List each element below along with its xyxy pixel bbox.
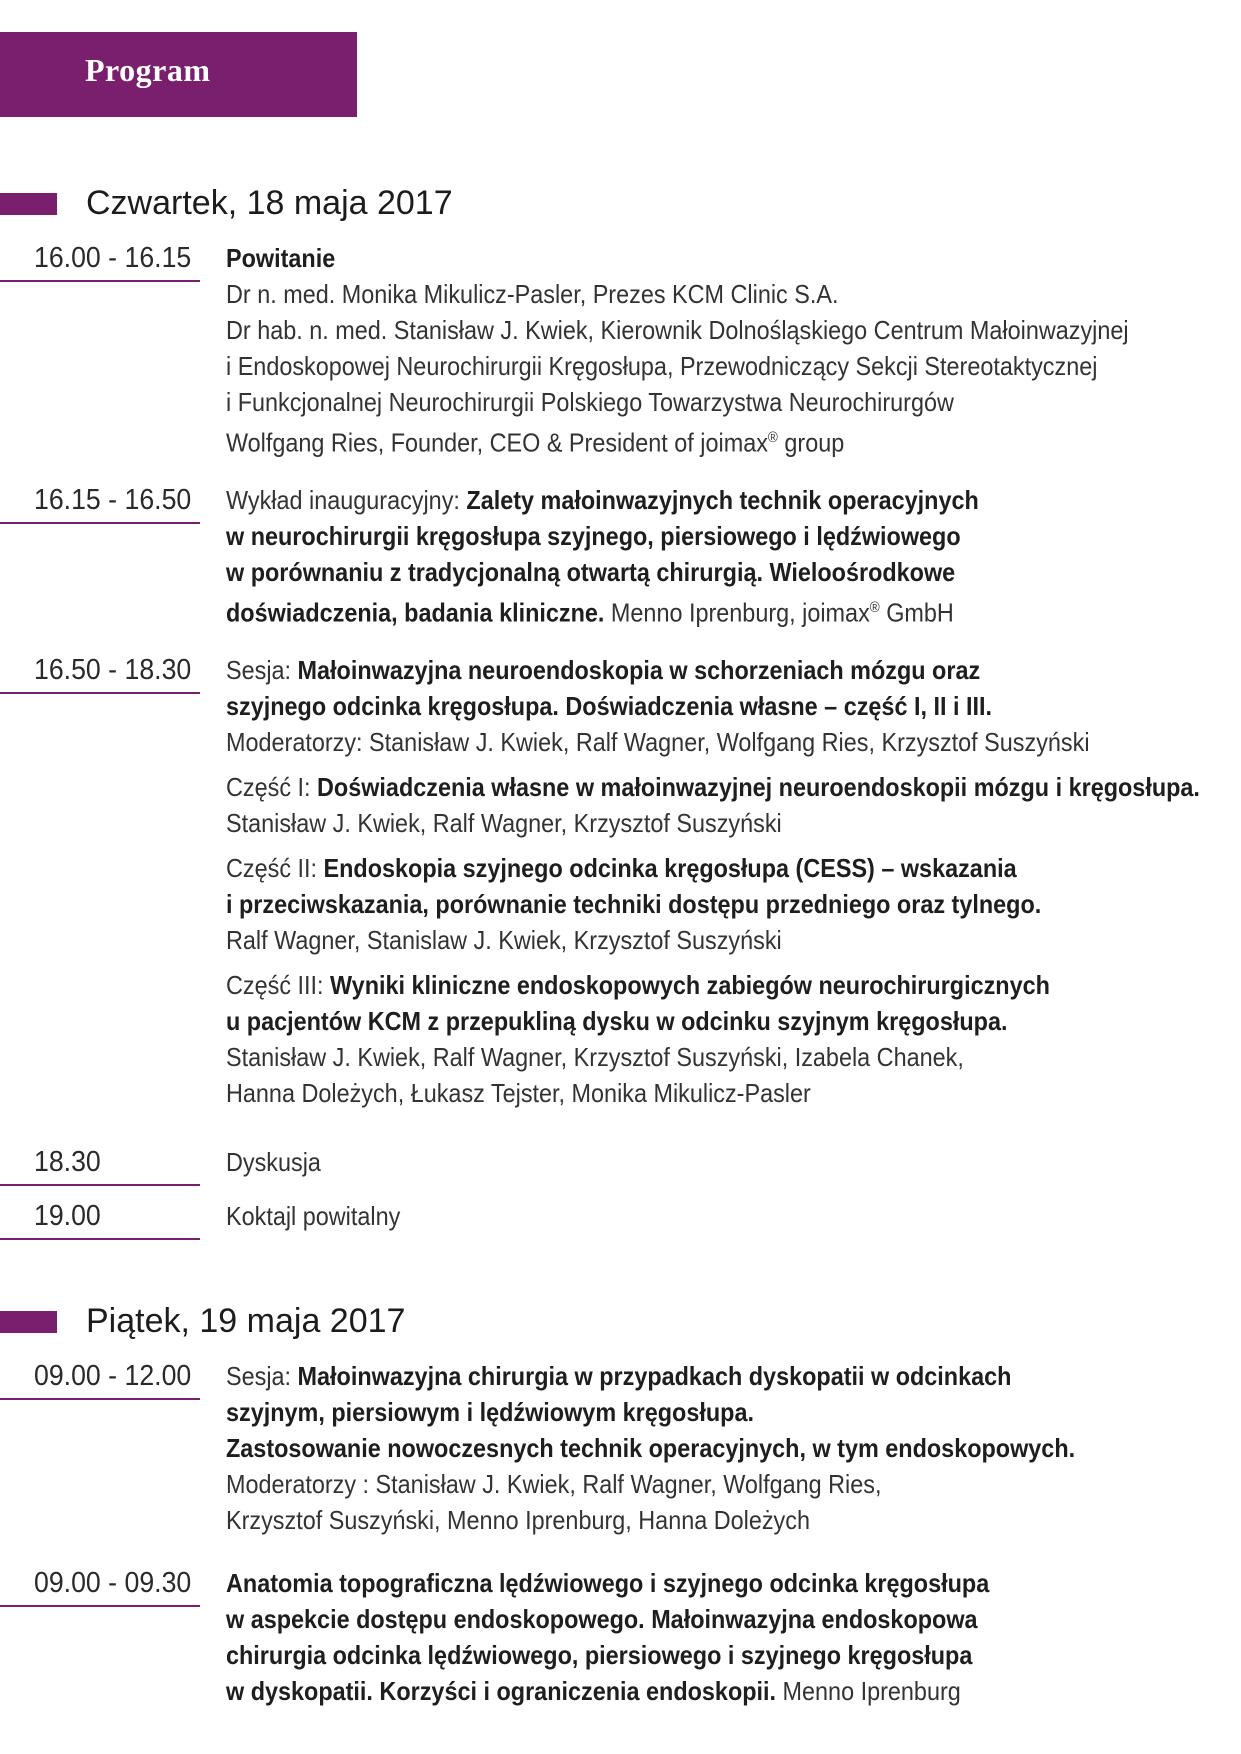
registered-mark: ® [869, 599, 880, 616]
entry-time: 19.00 [34, 1200, 101, 1232]
day-title: Piątek, 19 maja 2017 [86, 1302, 406, 1340]
entry-title: chirurgia odcinka lędźwiowego, piersiowego i szyjnego kręgosłupa [226, 1640, 973, 1670]
program-title: Program [85, 52, 211, 88]
moderators-text: Krzysztof Suszyński, Menno Iprenburg, Hanna Doleżych [226, 1505, 810, 1535]
entry-line [226, 240, 1135, 276]
entry-content [226, 482, 1236, 626]
speaker-text: group [777, 427, 845, 458]
part-title: Endoskopia szyjnego odcinka kręgosłupa (CESS) – wskazania [323, 853, 1017, 883]
entry-title: Powitanie [226, 243, 336, 273]
moderators-text: Moderatorzy : Stanisław J. Kwiek, Ralf Wagner, Wolfgang Ries, [226, 1469, 882, 1499]
entry-title: Koktajl powitalny [226, 1201, 401, 1231]
entry-line [226, 1003, 1135, 1039]
entry-line [226, 850, 1135, 886]
entry-line [226, 590, 1135, 626]
registered-mark: ® [767, 429, 778, 446]
part-title: u pacjentów KCM z przepukliną dysku w odcinku szyjnym kręgosłupa. [226, 1006, 1008, 1036]
entry-line [226, 724, 1135, 760]
day-header-thursday [0, 178, 1241, 228]
entry-line [226, 312, 1135, 348]
entry-title: w aspekcie dostępu endoskopowego. Małoinwazyjna endoskopowa [226, 1604, 978, 1634]
day-marker-bar [0, 193, 57, 215]
entry-line [226, 1502, 1135, 1538]
entry-title: Dyskusja [226, 1147, 321, 1177]
time-underline [0, 522, 200, 524]
entry-line [226, 482, 1135, 518]
entry-title: szyjnego odcinka kręgosłupa. Doświadczenia własne – część I, II i III. [226, 691, 992, 721]
time-underline [0, 1238, 200, 1240]
entry-line [226, 384, 1135, 420]
entry-label: Sesja: [226, 1361, 298, 1391]
entry-title: Zastosowanie nowoczesnych technik operacyjnych, w tym endoskopowych. [226, 1433, 1076, 1463]
time-underline [0, 1605, 200, 1607]
entry-line [226, 1430, 1135, 1466]
entry-title: Małoinwazyjna neuroendoskopia w schorzeniach mózgu oraz [297, 655, 981, 685]
part-title: i przeciwskazania, porównanie techniki dostępu przedniego oraz tylnego. [226, 889, 1042, 919]
entry-time: 18.30 [34, 1146, 101, 1178]
time-underline [0, 280, 200, 282]
entry-line [226, 1601, 1135, 1637]
entry-line [226, 769, 1200, 805]
time-underline [0, 1398, 200, 1400]
entry-line [226, 276, 1135, 312]
entry-content [226, 240, 1236, 456]
speaker-text: Dr n. med. Monika Mikulicz-Pasler, Prezes KCM Clinic S.A. [226, 279, 839, 309]
speaker-text: Menno Iprenburg [776, 1676, 961, 1706]
entry-line [226, 1198, 1135, 1234]
entry-line [226, 1673, 1135, 1709]
entry-title: Małoinwazyjna chirurgia w przypadkach dyskopatii w odcinkach [297, 1361, 1012, 1391]
entry-label: Sesja: [226, 655, 298, 685]
entry-title: Zalety małoinwazyjnych technik operacyjnych [466, 485, 979, 515]
entry-title: w porównaniu z tradycjonalną otwartą chirurgią. Wieloośrodkowe [226, 557, 956, 587]
speaker-text: Hanna Doleżych, Łukasz Tejster, Monika Mikulicz-Pasler [226, 1078, 811, 1108]
moderators-text: Moderatorzy: Stanisław J. Kwiek, Ralf Wagner, Wolfgang Ries, Krzysztof Suszyński [226, 727, 1090, 757]
time-underline [0, 692, 200, 694]
entry-time: 09.00 - 09.30 [34, 1567, 192, 1599]
entry-title: w neurochirurgii kręgosłupa szyjnego, piersiowego i lędźwiowego [226, 521, 961, 551]
day-marker-bar [0, 1311, 57, 1333]
entry-line [226, 1637, 1135, 1673]
entry-content [226, 1144, 1236, 1180]
speaker-text: i Funkcjonalnej Neurochirurgii Polskiego Towarzystwa Neurochirurgów [226, 387, 954, 417]
program-banner [0, 32, 357, 117]
part-title: Doświadczenia własne w małoinwazyjnej neuroendoskopii mózgu i kręgosłupa. [317, 772, 1200, 802]
entry-content [226, 1198, 1236, 1234]
entry-title: w dyskopatii. Korzyści i ograniczenia endoskopii. [226, 1676, 777, 1706]
part-label: Część II: [226, 853, 324, 883]
speaker-text: Menno Iprenburg, joimax [604, 597, 870, 628]
speaker-text: Stanisław J. Kwiek, Ralf Wagner, Krzysztof Suszyński, Izabela Chanek, [226, 1042, 964, 1072]
speaker-text: Stanisław J. Kwiek, Ralf Wagner, Krzysztof Suszyński [226, 808, 782, 838]
speaker-text: Dr hab. n. med. Stanisław J. Kwiek, Kierownik Dolnośląskiego Centrum Małoinwazyjnej [226, 315, 1129, 345]
entry-content [226, 652, 1236, 1111]
day-title: Czwartek, 18 maja 2017 [86, 184, 453, 222]
entry-line [226, 1466, 1135, 1502]
entry-line [226, 652, 1135, 688]
speaker-text: GmbH [879, 597, 954, 628]
entry-line [226, 1075, 1135, 1111]
entry-line [226, 1565, 1135, 1601]
entry-title: doświadczenia, badania kliniczne. [226, 597, 605, 628]
part-label: Część I: [226, 772, 318, 802]
entry-content [226, 1358, 1236, 1538]
entry-line [226, 1358, 1135, 1394]
speaker-text: i Endoskopowej Neurochirurgii Kręgosłupa, Przewodniczący Sekcji Stereotaktycznej [226, 351, 1098, 381]
entry-line [226, 348, 1135, 384]
part-title: Wyniki kliniczne endoskopowych zabiegów neurochirurgicznych [330, 970, 1050, 1000]
entry-time: 16.00 - 16.15 [34, 242, 192, 274]
entry-time: 16.50 - 18.30 [34, 654, 192, 686]
speaker-text: Ralf Wagner, Stanislaw J. Kwiek, Krzysztof Suszyński [226, 925, 782, 955]
day-header-friday [0, 1296, 1241, 1346]
entry-line [226, 420, 1135, 456]
entry-time: 16.15 - 16.50 [34, 484, 192, 516]
entry-content [226, 1565, 1236, 1709]
part-label: Część III: [226, 970, 331, 1000]
entry-line [226, 1144, 1135, 1180]
entry-line [226, 554, 1135, 590]
entry-line [226, 922, 1135, 958]
entry-line [226, 1039, 1135, 1075]
entry-line [226, 688, 1135, 724]
entry-title: szyjnym, piersiowym i lędźwiowym kręgosłupa. [226, 1397, 754, 1427]
entry-line [226, 518, 1135, 554]
speaker-text: Wolfgang Ries, Founder, CEO & President of joimax [226, 427, 768, 458]
entry-label: Wykład inauguracyjny: [226, 485, 467, 515]
entry-time: 09.00 - 12.00 [34, 1360, 192, 1392]
entry-line [226, 1394, 1135, 1430]
entry-title: Anatomia topograficzna lędźwiowego i szyjnego odcinka kręgosłupa [226, 1568, 990, 1598]
entry-line [226, 886, 1135, 922]
entry-line [226, 967, 1135, 1003]
entry-line [226, 805, 1135, 841]
time-underline [0, 1184, 200, 1186]
